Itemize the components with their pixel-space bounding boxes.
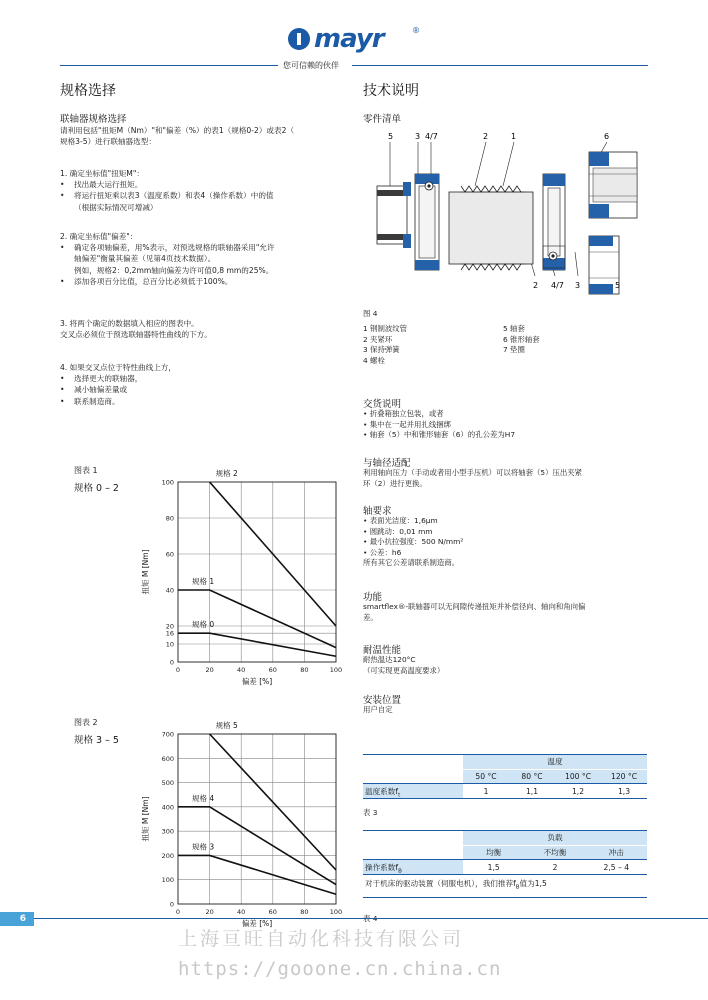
section-title-technical: 技术说明: [363, 83, 419, 99]
y-axis-label: 扭矩 M [Nm]: [141, 549, 150, 595]
parts-list-left: 1 钢制波纹管 2 夹紧环 3 保持弹簧 4 螺栓: [363, 324, 408, 365]
series-label-1: 规格 1: [192, 577, 215, 586]
y-tick-label: 100: [161, 876, 174, 885]
y-tick-label: 700: [161, 730, 174, 739]
callout-5-bottom: 5: [615, 281, 621, 290]
table4-group: 负载: [463, 831, 647, 845]
table3-value-50: 1: [483, 787, 489, 796]
y-tick-label: 0: [169, 658, 174, 667]
parts-list-right: 5 轴套 6 锥形轴套 7 垫圈: [503, 324, 540, 354]
step-3: 3. 将两个确定的数据填入相应的图表中。 交叉点必须位于预选联轴器特性曲线的下方。: [60, 319, 212, 340]
table4-col-shock: 冲击: [586, 846, 647, 859]
fit-text: 利用轴向压力（手动或者用小型手压机）可以将轴套（5）压出夹紧 环（2）进行更换。: [363, 468, 583, 488]
y-axis-label: 扭矩 M [Nm]: [141, 796, 150, 842]
step-4: 4. 如果交叉点位于特性曲线上方， • 选择更大的联轴器， • 减小轴偏差量或 • 联系制造商。: [60, 363, 176, 406]
callout-1-top: 1: [511, 132, 517, 141]
table4-row-label: 操作系数$f_B$: [363, 860, 463, 874]
registered-mark: ®: [412, 26, 420, 35]
intro-text: 请利用包括"扭矩M（Nm）"和"偏差（%）的表1（规格0-2）或表2（ 规格3-5）进行联轴器选型：: [60, 126, 295, 147]
x-tick-label: 100: [329, 908, 343, 916]
table4-value-nonuniform: 2: [552, 863, 558, 872]
x-tick-label: 0: [175, 908, 181, 916]
table3-group: 温度: [463, 755, 647, 769]
x-tick-label: 100: [329, 666, 343, 674]
mounting-title: 安装位置: [363, 695, 402, 706]
x-tick-label: 20: [205, 666, 214, 674]
plot-frame: [178, 734, 336, 904]
chart2-label: 图表 2: [74, 718, 98, 727]
delivery-title: 交货说明: [363, 399, 402, 410]
temperature-text: 耐热温达120°C （可实现更高温度要求）: [363, 655, 445, 675]
brand-name: mayr: [314, 24, 384, 54]
delivery-list: • 折叠箱独立包装，或者 • 集中在一起并用扎线捆绑 • 轴套（5）中和锥形轴套（6）的孔公差为H7: [363, 409, 516, 439]
y-tick-label: 200: [161, 851, 174, 860]
page-number: 6: [0, 912, 34, 926]
step-2: 2. 确定坐标值"偏差"： • 确定各项轴偏差，用%表示，对预选规格的联轴器采用"允许 轴偏差"衡量其偏差（见第4页技术数据）。 例如，规格2：0,2mm轴向偏差为许可值0,8 mm的25%。 • 添加各项百分比值，总百分比必须低于100%。: [60, 232, 275, 286]
series-label-0: 规格 5: [215, 721, 238, 730]
table3-value-120: 1,3: [617, 787, 631, 796]
y-tick-label: 0: [169, 900, 174, 909]
callout-2-top: 2: [483, 132, 489, 141]
series-label-2: 规格 0: [192, 620, 215, 630]
table3-col-80: 80 °C: [509, 770, 555, 783]
x-axis-label: 偏差 [%]: [241, 677, 273, 686]
x-tick-label: 60: [268, 666, 277, 674]
table4-value-shock: 2,5 – 4: [603, 863, 630, 872]
table3-value-80: 1,1: [525, 787, 539, 796]
mayr-logo-icon: [288, 28, 310, 50]
table3-col-100: 100 °C: [555, 770, 601, 783]
table4-caption: [363, 914, 377, 925]
x-tick-label: 40: [237, 908, 246, 916]
function-title: 功能: [363, 592, 383, 603]
x-tick-label: 80: [300, 666, 309, 674]
y-tick-label: 16: [165, 629, 174, 638]
section-title-selection: 规格选择: [60, 83, 116, 99]
table4-col-uniform: 均衡: [463, 846, 524, 859]
y-tick-label: 500: [161, 779, 174, 788]
callout-47-bottom: 4/7: [551, 281, 564, 290]
y-tick-label: 20: [165, 622, 174, 631]
shaft-title: 轴要求: [363, 506, 392, 517]
x-tick-label: 80: [300, 908, 309, 916]
callout-3-top: 3: [415, 132, 421, 141]
callout-5-top: 5: [388, 132, 394, 141]
header-rule-left: [60, 65, 278, 66]
table3-col-50: 50 °C: [463, 770, 509, 783]
mounting-text: 用户自定: [363, 705, 393, 714]
callout-6-top: 6: [604, 132, 610, 141]
temperature-title: 耐温性能: [363, 645, 402, 656]
y-tick-label: 400: [161, 803, 174, 812]
parts-list-title: 零件清单: [363, 114, 402, 125]
chart1-label: 图表 1: [74, 466, 98, 475]
drawing-callouts-top: [388, 132, 609, 141]
shaft-list: • 表面光洁度：1,6μm • 圆跳动：0,01 mm • 最小抗拉强度：500 N/mm² • 公差：h6 所有其它公差请联系制造商。: [363, 516, 464, 567]
chart-2: [140, 718, 343, 928]
table4-col-nonuniform: 不均衡: [524, 846, 585, 859]
chart2-sub: 规格 3 – 5: [74, 735, 119, 746]
coupling-drawing: [363, 128, 653, 308]
plot-frame: [178, 482, 336, 662]
series-label-2: 规格 3: [192, 842, 215, 852]
x-tick-label: 20: [205, 908, 214, 916]
y-tick-label: 60: [165, 550, 174, 559]
callout-3-bottom: 3: [575, 281, 581, 290]
callout-2-bottom: 2: [533, 281, 539, 290]
table3-col-120: 120 °C: [601, 770, 647, 783]
mayr-logo: [288, 26, 428, 56]
fit-title: 与轴径适配: [363, 458, 411, 469]
y-tick-label: 80: [165, 514, 174, 523]
figure-4-label: 图 4: [363, 309, 378, 318]
callout-47-top: 4/7: [425, 132, 438, 141]
x-tick-label: 40: [237, 666, 246, 674]
series-line-2: [178, 855, 336, 894]
sub-title-coupling-selection: 联轴器规格选择: [60, 114, 127, 125]
footer-rule: [0, 918, 708, 919]
function-text: smartflex®-联轴器可以无间隙传递扭矩并补偿径向、轴向和角向偏 差。: [363, 602, 586, 622]
chart1-sub: 规格 0 – 2: [74, 483, 119, 494]
table-4: [363, 830, 647, 898]
x-tick-label: 0: [175, 666, 181, 674]
series-label-0: 规格 2: [215, 469, 238, 478]
table3-caption: 表 3: [363, 808, 378, 817]
watermark-company: 上海亘旺自动化科技有限公司: [178, 928, 465, 950]
x-axis-label: 偏差 [%]: [241, 919, 273, 928]
tagline: 您可信赖的伙伴: [283, 61, 339, 70]
series-label-1: 规格 4: [192, 793, 215, 803]
table4-value-uniform: 1,5: [487, 863, 500, 872]
y-tick-label: 40: [165, 586, 174, 595]
y-tick-label: 100: [161, 478, 174, 487]
header-rule-right: [352, 65, 648, 66]
y-tick-label: 10: [165, 640, 174, 649]
watermark-url: https://gooone.cn.china.cn: [178, 958, 502, 980]
chart-1: [140, 466, 343, 688]
y-tick-label: 300: [161, 827, 174, 836]
table3-row-label: 温度系数$f_t$: [363, 784, 463, 798]
table4-note: 对于机床的驱动装置（伺服电机），我们推荐$f_B$值为1,5: [363, 875, 647, 898]
y-tick-label: 600: [161, 754, 174, 763]
step-1: 1. 确定坐标值"扭矩M"： • 找出最大运行扭矩。 • 将运行扭矩乘以表3（温度系数）和表4（操作系数）中的值 （根据实际情况可增减）: [60, 169, 274, 212]
table-3: [363, 754, 647, 799]
table3-value-100: 1,2: [571, 787, 585, 796]
x-tick-label: 60: [268, 908, 277, 916]
